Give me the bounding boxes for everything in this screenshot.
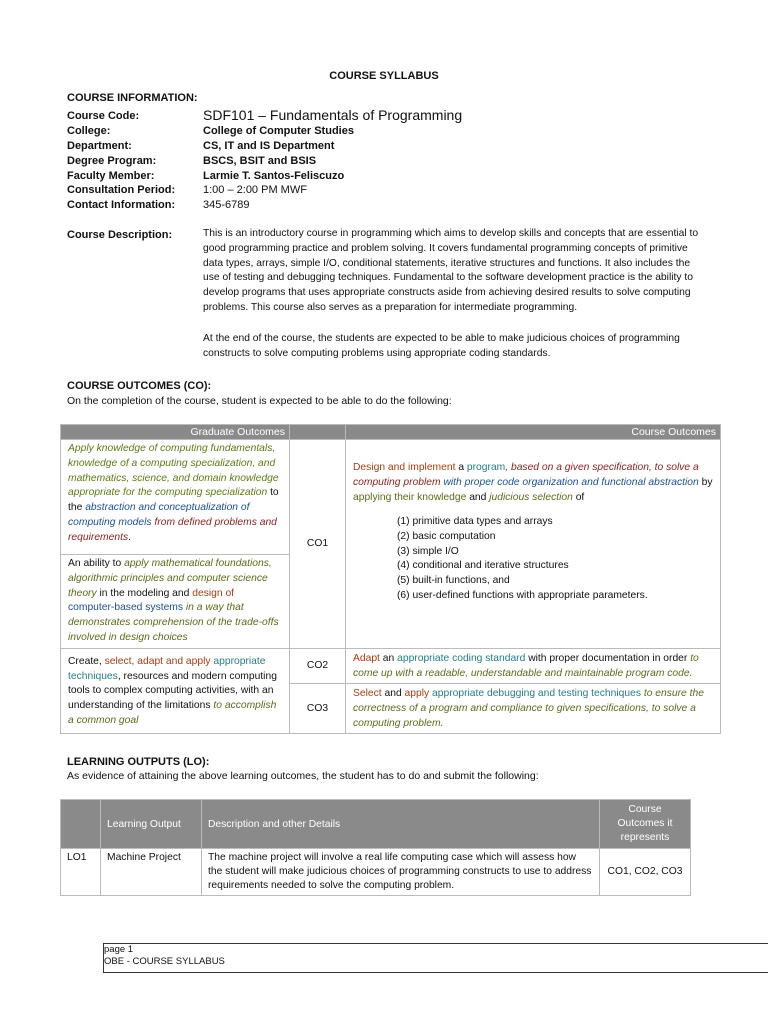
table-row (61, 849, 691, 896)
course-info-heading: COURSE INFORMATION: (67, 92, 198, 104)
list-item: (4) conditional and iterative structures (397, 560, 569, 572)
table-row (61, 440, 721, 555)
graduate-outcome-3: Create, select, adapt and apply appropriate techniques, resources and modern computing tools to complex computing activities, with an understanding of the limitations to accomplish a common goal (61, 648, 290, 733)
lo-output: Machine Project (101, 849, 202, 896)
co-code-header (290, 425, 346, 440)
page-footer (103, 943, 768, 973)
list-item: (5) built-in functions, and (397, 575, 510, 587)
course-outcomes-header: Course Outcomes (346, 425, 721, 440)
table-header-row (61, 425, 721, 440)
co1-code: CO1 (290, 440, 346, 649)
footer-page-number: page 1 (104, 944, 134, 955)
course-outcomes-intro: On the completion of the course, student is expected to be able to do the following: (67, 395, 452, 407)
description-paragraph-1: This is an introductory course in programming which aims to develop skills and concepts that are essential to good programming practice and problem solving. It covers fundamental programming concepts of primitive data types, arrays, simple I/O, conditional statements, iterative structures and functions. It also includes the use of testing and debugging techniques. Fundamental to the software development practice is the ability to develop programs that uses appropriate constructs aside from achieving desired results to solve computing problems. This course also serves as a preparation for intermediate programming. (203, 228, 699, 313)
co2-code: CO2 (290, 648, 346, 683)
list-item: (6) user-defined functions with appropriate parameters. (397, 589, 648, 601)
contact-value: 345-6789 (203, 199, 250, 211)
course-code-value: SDF101 – Fundamentals of Programming (203, 107, 463, 123)
table-header-row (61, 800, 691, 849)
info-label: Faculty Member: (67, 170, 155, 182)
learning-outputs-heading: LEARNING OUTPUTS (LO): (67, 756, 210, 768)
college-value: College of Computer Studies (203, 125, 354, 137)
info-label: Department: (67, 140, 132, 152)
department-value: CS, IT and IS Department (203, 140, 335, 152)
description-paragraph-2: At the end of the course, the students are expected to be able to make judicious choices of programming constructs to solve computing problems using appropriate coding standards. (203, 333, 680, 359)
learning-output-header: Learning Output (101, 800, 202, 849)
lo-details: The machine project will involve a real life computing case which will assess how the student will make judicious choices of programming constructs to use to address requirements needed to solve the computing problem. (202, 849, 600, 896)
co1-list (397, 515, 713, 604)
course-outcome-1: Design and implement a program, based on a given specification, to solve a computing problem with proper code organization and functional abstraction by applying their knowledge and judicious selection of (1) primitive data types and arrays (2) basic computation (3) simple I/O (4) conditional and iterative structures (5) built-in functions, and (6) user-defined functions with appropriate parameters. (346, 440, 721, 649)
graduate-outcome-2: An ability to apply mathematical foundations, algorithmic principles and computer science theory in the modeling and design of computer-based systems in a way that demonstrates comprehension of the trade-offs involved in design choices (61, 555, 290, 649)
lo-id: LO1 (61, 849, 101, 896)
learning-outputs-table (60, 799, 691, 896)
info-label: Contact Information: (67, 199, 176, 211)
lo-outcomes: CO1, CO2, CO3 (600, 849, 691, 896)
list-item: (1) primitive data types and arrays (397, 516, 553, 527)
learning-outputs-intro: As evidence of attaining the above learning outcomes, the student has to do and submit the following: (67, 770, 539, 782)
page-title: COURSE SYLLABUS (329, 70, 439, 82)
graduate-outcomes-header: Graduate Outcomes (61, 425, 290, 440)
list-item: (3) simple I/O (397, 545, 459, 557)
course-outcome-2: Adapt an appropriate coding standard with proper documentation in order to come up with a readable, understandable and maintainable program code. (346, 648, 721, 683)
info-label: Degree Program: (67, 155, 157, 167)
info-label: Course Code: (67, 110, 140, 122)
course-outcomes-heading: COURSE OUTCOMES (CO): (67, 380, 212, 392)
table-row (61, 648, 721, 683)
degree-value: BSCS, BSIT and BSIS (203, 155, 317, 167)
description-header: Description and other Details (202, 800, 600, 849)
course-outcome-3: Select and apply appropriate debugging and testing techniques to ensure the correctness of a program and compliance to given specifications, to solve a computing problem. (346, 683, 721, 733)
graduate-outcome-1: Apply knowledge of computing fundamentals, knowledge of a computing specialization, and mathematics, science, and domain knowledge appropriate for the computing specialization to the abstraction and conceptualization of computing models from defined problems and requirements. (61, 440, 290, 555)
course-outcomes-represented-header: Course Outcomes it represents (600, 800, 691, 849)
list-item: (2) basic computation (397, 530, 496, 542)
co3-code: CO3 (290, 683, 346, 733)
footer-doc-title: OBE - COURSE SYLLABUS (104, 956, 225, 967)
course-outcomes-table (60, 424, 721, 734)
info-label: Consultation Period: (67, 184, 176, 196)
info-label: College: (67, 125, 111, 137)
description-label: Course Description: (67, 229, 173, 241)
lo-id-header (61, 800, 101, 849)
consultation-value: 1:00 – 2:00 PM MWF (203, 184, 307, 196)
faculty-value: Larmie T. Santos-Feliscuzo (203, 170, 345, 182)
